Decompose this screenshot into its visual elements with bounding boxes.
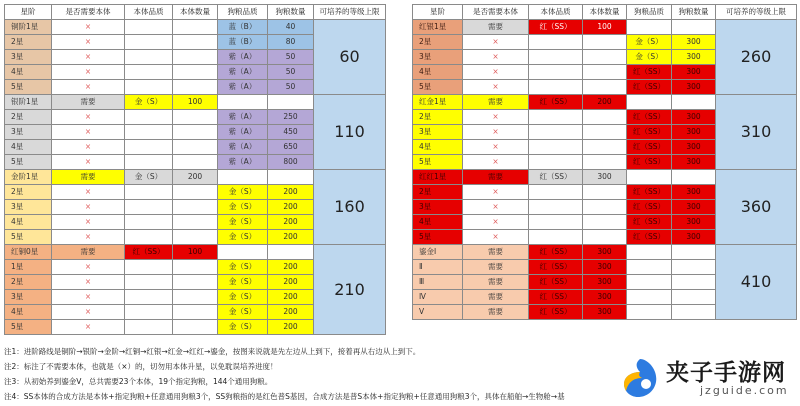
need-cell: ×	[463, 215, 529, 230]
need-cell: ×	[52, 65, 125, 80]
fodder-count-cell: 50	[268, 80, 314, 95]
need-cell: ×	[52, 35, 125, 50]
quality-cell	[529, 125, 583, 140]
fodder-quality-cell	[627, 275, 672, 290]
quality-cell	[125, 20, 173, 35]
level-cap-cell: 60	[314, 20, 386, 95]
fodder-quality-cell: 红（SS）	[627, 125, 672, 140]
need-cell: 需要	[52, 245, 125, 260]
fodder-quality-cell	[627, 260, 672, 275]
fodder-count-cell: 50	[268, 65, 314, 80]
fodder-quality-cell	[218, 170, 268, 185]
quality-cell	[529, 230, 583, 245]
star-cell: 2星	[5, 110, 52, 125]
need-cell: 需要	[463, 260, 529, 275]
header-row	[5, 5, 386, 20]
fodder-quality-cell: 紫（A）	[218, 155, 268, 170]
level-cap-cell: 310	[716, 95, 797, 170]
header-row	[413, 5, 797, 20]
fodder-quality-cell: 红（SS）	[627, 110, 672, 125]
note-4: 注4：SS本体的合成方法是本体+指定狗粮+任意通用狗粮3个，SS狗粮指的是红色普S基因，合成方法是普S本体+指定狗粮+任意通用狗粮3个，具体在船舶→生物舱→基	[4, 392, 565, 401]
fodder-quality-cell: 金（S）	[218, 215, 268, 230]
count-cell: 300	[583, 275, 627, 290]
count-cell	[583, 200, 627, 215]
fodder-quality-cell	[627, 245, 672, 260]
star-cell: 4星	[413, 215, 463, 230]
fodder-quality-cell: 红（SS）	[627, 200, 672, 215]
table-left-bottom	[4, 244, 386, 335]
table-right-top	[412, 4, 797, 245]
table-left-top	[4, 4, 386, 245]
count-cell: 300	[583, 305, 627, 320]
star-cell: 2星	[413, 35, 463, 50]
quality-cell	[529, 35, 583, 50]
star-cell: 银阶1星	[5, 95, 52, 110]
star-cell: 2星	[413, 185, 463, 200]
quality-cell	[125, 125, 173, 140]
count-cell	[583, 50, 627, 65]
count-cell	[173, 305, 218, 320]
star-cell: 3星	[5, 290, 52, 305]
fodder-quality-cell: 红（SS）	[627, 80, 672, 95]
header-fodder-quality: 狗粮品质	[627, 5, 672, 20]
level-cap-cell: 410	[716, 245, 797, 320]
count-cell	[173, 155, 218, 170]
fodder-count-cell: 200	[268, 230, 314, 245]
count-cell: 300	[583, 260, 627, 275]
star-cell: 5星	[413, 155, 463, 170]
star-cell: 4星	[5, 140, 52, 155]
fodder-count-cell: 300	[672, 230, 716, 245]
fodder-quality-cell: 红（SS）	[627, 215, 672, 230]
header-fodder-count: 狗粮数量	[672, 5, 716, 20]
note-3: 注3：从初始养到鎏金Ⅴ，总共需要23个本体，19个指定狗粮，144个通用狗粮。	[4, 377, 273, 386]
fodder-count-cell: 800	[268, 155, 314, 170]
header-quality: 本体品质	[529, 5, 583, 20]
count-cell: 300	[583, 290, 627, 305]
header-count: 本体数量	[173, 5, 218, 20]
star-cell: Ⅱ	[413, 260, 463, 275]
star-cell: 3星	[413, 125, 463, 140]
quality-cell: 红（SS）	[529, 305, 583, 320]
watermark-url: jzguide.com	[700, 384, 789, 397]
star-cell: 3星	[413, 50, 463, 65]
fodder-quality-cell	[218, 245, 268, 260]
fodder-count-cell: 300	[672, 125, 716, 140]
fodder-quality-cell: 紫（A）	[218, 110, 268, 125]
count-cell: 300	[583, 245, 627, 260]
fodder-count-cell: 650	[268, 140, 314, 155]
star-cell: 金阶1星	[5, 170, 52, 185]
count-cell: 300	[583, 170, 627, 185]
need-cell: 需要	[463, 275, 529, 290]
count-cell	[173, 275, 218, 290]
quality-cell: 红（SS）	[529, 290, 583, 305]
star-cell: 4星	[413, 65, 463, 80]
header-fodder-quality: 狗粮品质	[218, 5, 268, 20]
fodder-quality-cell: 红（SS）	[627, 230, 672, 245]
quality-cell: 红（SS）	[529, 275, 583, 290]
fodder-quality-cell: 紫（A）	[218, 140, 268, 155]
count-cell	[583, 185, 627, 200]
fodder-count-cell	[672, 290, 716, 305]
star-cell: 5星	[5, 80, 52, 95]
fodder-count-cell: 200	[268, 275, 314, 290]
count-cell	[173, 260, 218, 275]
table-right-bottom	[412, 244, 797, 320]
need-cell: ×	[463, 140, 529, 155]
fodder-quality-cell: 紫（A）	[218, 50, 268, 65]
fodder-count-cell: 200	[268, 305, 314, 320]
quality-cell	[125, 290, 173, 305]
fodder-quality-cell: 金（S）	[218, 185, 268, 200]
count-cell	[583, 215, 627, 230]
count-cell	[173, 185, 218, 200]
fodder-quality-cell	[627, 170, 672, 185]
fodder-quality-cell: 紫（A）	[218, 125, 268, 140]
count-cell	[583, 230, 627, 245]
need-cell: 需要	[52, 95, 125, 110]
quality-cell: 红（SS）	[529, 170, 583, 185]
note-2: 注2：标注了不需要本体，也就是（×）的，切勿用本体升星，以免耽误培养进度！	[4, 362, 278, 371]
quality-cell	[125, 320, 173, 335]
fodder-quality-cell: 蓝（B）	[218, 35, 268, 50]
star-cell: 5星	[413, 230, 463, 245]
need-cell: 需要	[463, 290, 529, 305]
fodder-count-cell: 300	[672, 140, 716, 155]
quality-cell	[529, 50, 583, 65]
fodder-count-cell: 300	[672, 185, 716, 200]
need-cell: ×	[52, 50, 125, 65]
quality-cell	[125, 65, 173, 80]
fodder-count-cell	[268, 95, 314, 110]
fodder-count-cell: 300	[672, 50, 716, 65]
header-level-cap: 可培养的等级上限	[716, 5, 797, 20]
star-cell: 红银1星	[413, 20, 463, 35]
header-quality: 本体品质	[125, 5, 173, 20]
header-count: 本体数量	[583, 5, 627, 20]
star-cell: 3星	[5, 200, 52, 215]
star-cell: 3星	[5, 125, 52, 140]
header-star: 星阶	[413, 5, 463, 20]
need-cell: ×	[52, 275, 125, 290]
star-cell: 铜阶1星	[5, 20, 52, 35]
fodder-count-cell: 200	[268, 290, 314, 305]
fodder-quality-cell: 金（S）	[627, 35, 672, 50]
quality-cell: 金（S）	[125, 95, 173, 110]
fodder-quality-cell: 红（SS）	[627, 155, 672, 170]
fodder-count-cell: 200	[268, 200, 314, 215]
star-cell: 2星	[5, 35, 52, 50]
need-cell: ×	[463, 230, 529, 245]
table-row	[413, 245, 797, 260]
count-cell	[173, 125, 218, 140]
count-cell: 200	[583, 95, 627, 110]
fodder-count-cell: 300	[672, 80, 716, 95]
fodder-count-cell: 200	[268, 185, 314, 200]
header-fodder-count: 狗粮数量	[268, 5, 314, 20]
fodder-quality-cell: 金（S）	[218, 290, 268, 305]
star-cell: 5星	[5, 155, 52, 170]
need-cell: 需要	[463, 170, 529, 185]
need-cell: 需要	[463, 245, 529, 260]
star-cell: 红铜0星	[5, 245, 52, 260]
count-cell	[173, 50, 218, 65]
fodder-quality-cell: 蓝（B）	[218, 20, 268, 35]
quality-cell: 金（S）	[125, 170, 173, 185]
fodder-quality-cell	[627, 305, 672, 320]
table-row	[5, 20, 386, 35]
need-cell: 需要	[463, 305, 529, 320]
fodder-count-cell: 300	[672, 65, 716, 80]
quality-cell	[125, 275, 173, 290]
quality-cell	[125, 155, 173, 170]
need-cell: ×	[52, 185, 125, 200]
quality-cell	[529, 65, 583, 80]
fodder-count-cell	[672, 20, 716, 35]
fodder-quality-cell: 红（SS）	[627, 140, 672, 155]
need-cell: ×	[52, 215, 125, 230]
star-cell: 4星	[5, 215, 52, 230]
count-cell: 100	[583, 20, 627, 35]
need-cell: ×	[52, 320, 125, 335]
need-cell: ×	[52, 260, 125, 275]
count-cell	[173, 320, 218, 335]
quality-cell: 红（SS）	[529, 260, 583, 275]
quality-cell	[125, 140, 173, 155]
fodder-count-cell: 300	[672, 110, 716, 125]
fodder-quality-cell: 金（S）	[627, 50, 672, 65]
fodder-quality-cell: 金（S）	[218, 200, 268, 215]
level-cap-cell: 160	[314, 170, 386, 245]
fodder-quality-cell: 紫（A）	[218, 65, 268, 80]
count-cell	[583, 35, 627, 50]
fodder-count-cell	[672, 95, 716, 110]
need-cell: ×	[463, 125, 529, 140]
star-cell: Ⅲ	[413, 275, 463, 290]
star-cell: 2星	[5, 185, 52, 200]
fodder-count-cell: 80	[268, 35, 314, 50]
level-cap-cell: 210	[314, 245, 386, 335]
count-cell: 100	[173, 95, 218, 110]
table-row	[5, 245, 386, 260]
level-cap-cell: 360	[716, 170, 797, 245]
star-cell: 3星	[413, 200, 463, 215]
fodder-count-cell	[672, 275, 716, 290]
star-cell: 4星	[5, 305, 52, 320]
table-row	[5, 95, 386, 110]
header-star: 星阶	[5, 5, 52, 20]
fodder-quality-cell	[627, 290, 672, 305]
fodder-count-cell	[672, 260, 716, 275]
fodder-count-cell: 200	[268, 320, 314, 335]
fodder-count-cell: 200	[268, 215, 314, 230]
need-cell: ×	[52, 305, 125, 320]
fodder-count-cell: 300	[672, 200, 716, 215]
count-cell	[173, 290, 218, 305]
quality-cell: 红（SS）	[529, 245, 583, 260]
quality-cell	[125, 80, 173, 95]
need-cell: ×	[52, 110, 125, 125]
fodder-count-cell: 300	[672, 215, 716, 230]
star-cell: 4星	[413, 140, 463, 155]
need-cell: ×	[52, 125, 125, 140]
quality-cell	[125, 200, 173, 215]
star-cell: 4星	[5, 65, 52, 80]
fodder-quality-cell	[218, 95, 268, 110]
star-cell: 2星	[413, 110, 463, 125]
header-level-cap: 可培养的等级上限	[314, 5, 386, 20]
table-row	[5, 170, 386, 185]
star-cell: 鎏金Ⅰ	[413, 245, 463, 260]
need-cell: ×	[463, 110, 529, 125]
count-cell: 200	[173, 170, 218, 185]
quality-cell	[125, 110, 173, 125]
level-cap-cell: 110	[314, 95, 386, 170]
quality-cell	[529, 140, 583, 155]
count-cell	[173, 200, 218, 215]
quality-cell: 红（SS）	[529, 95, 583, 110]
count-cell: 100	[173, 245, 218, 260]
quality-cell	[529, 185, 583, 200]
need-cell: ×	[52, 155, 125, 170]
quality-cell	[125, 35, 173, 50]
watermark	[604, 352, 800, 406]
fodder-quality-cell: 金（S）	[218, 230, 268, 245]
fodder-count-cell	[672, 245, 716, 260]
fodder-count-cell: 300	[672, 155, 716, 170]
count-cell	[173, 215, 218, 230]
table-row	[413, 170, 797, 185]
fodder-count-cell: 200	[268, 260, 314, 275]
count-cell	[173, 20, 218, 35]
star-cell: 红红1星	[413, 170, 463, 185]
count-cell	[583, 110, 627, 125]
star-cell: 5星	[5, 320, 52, 335]
header-need: 是否需要本体	[52, 5, 125, 20]
level-cap-cell: 260	[716, 20, 797, 95]
need-cell: ×	[463, 65, 529, 80]
fodder-quality-cell: 金（S）	[218, 260, 268, 275]
star-cell: 5星	[413, 80, 463, 95]
fodder-count-cell: 450	[268, 125, 314, 140]
need-cell: ×	[463, 50, 529, 65]
fodder-count-cell: 50	[268, 50, 314, 65]
star-cell: Ⅴ	[413, 305, 463, 320]
quality-cell	[125, 260, 173, 275]
star-cell: Ⅳ	[413, 290, 463, 305]
count-cell	[583, 155, 627, 170]
quality-cell	[529, 80, 583, 95]
fodder-quality-cell: 红（SS）	[627, 185, 672, 200]
quality-cell	[125, 185, 173, 200]
need-cell: ×	[52, 230, 125, 245]
need-cell: 需要	[463, 95, 529, 110]
count-cell	[583, 65, 627, 80]
quality-cell	[125, 230, 173, 245]
fodder-count-cell: 300	[672, 35, 716, 50]
header-need: 是否需要本体	[463, 5, 529, 20]
fodder-count-cell	[268, 170, 314, 185]
star-cell: 5星	[5, 230, 52, 245]
fodder-count-cell	[268, 245, 314, 260]
need-cell: 需要	[463, 20, 529, 35]
quality-cell: 红（SS）	[529, 20, 583, 35]
star-cell: 红金1星	[413, 95, 463, 110]
fodder-count-cell	[672, 170, 716, 185]
count-cell	[173, 110, 218, 125]
fodder-quality-cell: 金（S）	[218, 320, 268, 335]
quality-cell	[529, 215, 583, 230]
fodder-quality-cell	[627, 20, 672, 35]
count-cell	[173, 35, 218, 50]
count-cell	[583, 80, 627, 95]
count-cell	[173, 140, 218, 155]
quality-cell	[125, 50, 173, 65]
quality-cell	[529, 155, 583, 170]
star-cell: 3星	[5, 50, 52, 65]
quality-cell	[529, 200, 583, 215]
table-row	[413, 20, 797, 35]
need-cell: ×	[52, 290, 125, 305]
fodder-quality-cell: 金（S）	[218, 275, 268, 290]
count-cell	[173, 65, 218, 80]
need-cell: ×	[463, 200, 529, 215]
watermark-title: 夹子手游网	[666, 360, 786, 386]
fodder-quality-cell	[627, 95, 672, 110]
quality-cell	[529, 110, 583, 125]
note-1: 注1：进阶路线是铜阶→银阶→金阶→红铜→红银→红金→红红→鎏金，按图来说就是先左边从上到下，接着再从右边从上到下。	[4, 347, 421, 356]
need-cell: ×	[52, 200, 125, 215]
star-cell: 2星	[5, 275, 52, 290]
need-cell: ×	[463, 185, 529, 200]
fodder-count-cell: 40	[268, 20, 314, 35]
fodder-count-cell	[672, 305, 716, 320]
need-cell: ×	[463, 155, 529, 170]
site-logo-icon	[618, 356, 662, 400]
count-cell	[583, 125, 627, 140]
table-row	[413, 95, 797, 110]
count-cell	[173, 80, 218, 95]
fodder-quality-cell: 金（S）	[218, 305, 268, 320]
need-cell: ×	[463, 80, 529, 95]
count-cell	[583, 140, 627, 155]
quality-cell	[125, 215, 173, 230]
count-cell	[173, 230, 218, 245]
quality-cell: 红（SS）	[125, 245, 173, 260]
need-cell: ×	[52, 140, 125, 155]
fodder-quality-cell: 紫（A）	[218, 80, 268, 95]
need-cell: 需要	[52, 170, 125, 185]
notes-section	[4, 344, 604, 404]
need-cell: ×	[52, 20, 125, 35]
need-cell: ×	[463, 35, 529, 50]
quality-cell	[125, 305, 173, 320]
need-cell: ×	[52, 80, 125, 95]
fodder-count-cell: 250	[268, 110, 314, 125]
star-cell: 1星	[5, 260, 52, 275]
fodder-quality-cell: 红（SS）	[627, 65, 672, 80]
